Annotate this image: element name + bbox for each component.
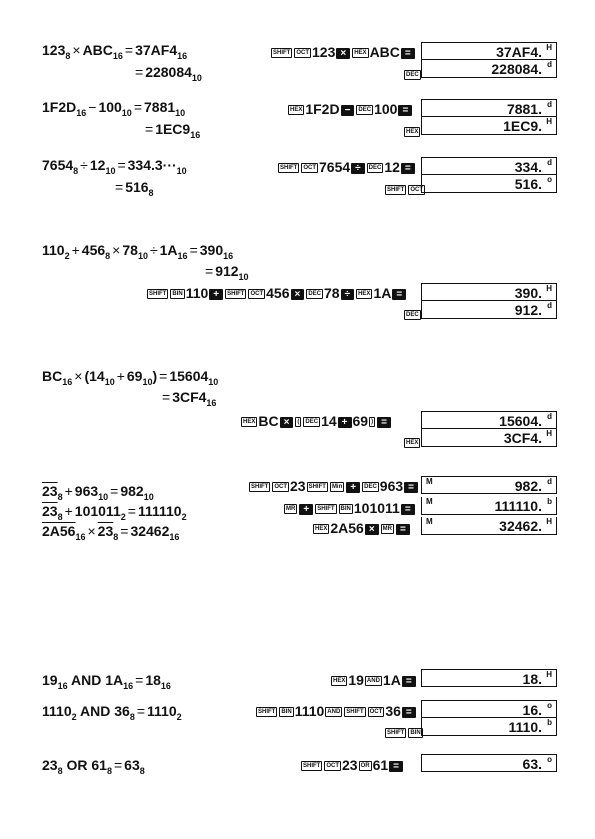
example-3-equation: $7654_8 \div 12_{10} = 334.3\cdot\cdot\cdot_{10}$ xyxy=(42,157,187,176)
example-6-keys-2: MR + SHIFT BIN 101011 = xyxy=(283,500,416,516)
example-1-keys-2: DEC xyxy=(406,72,419,79)
example-1-keys: SHIFT OCT 123 × HEX ABC = xyxy=(270,44,416,60)
display: M 982. d xyxy=(421,476,557,494)
example-5-equation: $BC_{16} \times (14_{10} + 69_{10}) = 15604_{10}$ xyxy=(42,368,219,387)
example-3-result-2: = $516_8$ xyxy=(115,179,154,198)
example-6-keys-3: HEX 2A56 × MR = xyxy=(312,520,411,536)
example-4-keys-2: DEC xyxy=(406,312,419,319)
example-6-equation-2: $23_8 + 101011_2 = 111110_2$ xyxy=(42,503,187,522)
example-2-equation: $1F2D_{16} - 100_{10} = 7881_{10}$ xyxy=(42,99,186,118)
example-2-keys-2: HEX xyxy=(406,129,419,136)
example-1-result-2: = $228084_{10}$ xyxy=(135,64,202,83)
example-5-keys-2: HEX xyxy=(406,440,419,447)
example-7-keys: HEX 19 AND 1A = xyxy=(330,672,417,688)
display: 63. o xyxy=(421,754,557,772)
example-2-keys: HEX 1F2D − DEC 100 = xyxy=(287,101,413,117)
example-3-keys: SHIFT OCT 7654 ÷ DEC 12 = xyxy=(277,159,416,175)
display: 16. o xyxy=(421,700,557,718)
display: 516. o xyxy=(421,175,557,193)
display: 1EC9. H xyxy=(421,117,557,135)
display: M 111110. b xyxy=(421,497,557,515)
display: 37AF4. H xyxy=(421,42,557,60)
display: 3CF4. H xyxy=(421,429,557,447)
example-3-keys-2: SHIFT OCT xyxy=(387,187,424,194)
example-6-equation-1: $23_8 + 963_{10} = 982_{10}$ xyxy=(42,483,154,502)
example-4-equation: $110_2 + 456_8 \times 78_{10} \div 1A_{16} = 390_{16}$ xyxy=(42,242,234,261)
example-5-result-2: = $3CF4_{16}$ xyxy=(162,389,217,408)
example-7-equation: $19_{16}$ AND $1A_{16} = 18_{16}$ xyxy=(42,672,171,691)
example-8-keys-2: SHIFT BIN xyxy=(387,730,421,737)
example-4-keys: SHIFT BIN 110 + SHIFT OCT 456 × DEC 78 ÷ HEX 1A = xyxy=(146,285,407,301)
display: 390. H xyxy=(421,283,557,301)
example-6-equation-3: $2A56_{16} \times 23_8 = 32462_{16}$ xyxy=(42,523,180,542)
example-9-keys: SHIFT OCT 23 OR 61 = xyxy=(300,757,404,773)
example-8-keys: SHIFT BIN 1110 AND SHIFT OCT 36 = xyxy=(255,703,417,719)
display: 15604. d xyxy=(421,411,557,429)
example-2-result-2: = $1EC9_{16}$ xyxy=(145,121,201,140)
display: M 32462. H xyxy=(421,517,557,535)
example-8-equation: $1110_2$ AND $36_8 = 1110_2$ xyxy=(42,703,182,722)
display: 334. d xyxy=(421,157,557,175)
display: 1110. b xyxy=(421,718,557,736)
example-9-equation: $23_8$ OR $61_8 = 63_8$ xyxy=(42,757,145,776)
display: 18. H xyxy=(421,669,557,687)
display: 228084. d xyxy=(421,60,557,78)
example-6-keys-1: SHIFT OCT 23 SHIFT Min + DEC 963 = xyxy=(248,478,419,494)
example-1-equation: $123_8 \times ABC_{16} = 37AF4_{16}$ xyxy=(42,42,188,61)
display: 912. d xyxy=(421,301,557,319)
example-4-result-2: = $912_{10}$ xyxy=(205,263,249,282)
display: 7881. d xyxy=(421,99,557,117)
example-5-keys: HEX BC × ( DEC 14 + 69 ) = xyxy=(240,413,392,429)
